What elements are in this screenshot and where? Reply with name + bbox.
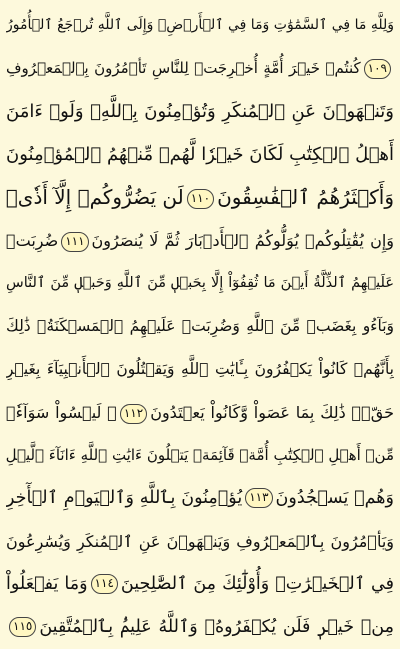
verse-line — [6, 4, 394, 47]
verse-text: وَإِن يُقَٰتِلُوكُمۡ يُوَلُّوكُمُ ٱلۡأَدۡبَارَ ثُمَّ لَا يُنصَرُونَ — [91, 231, 394, 250]
verse-text: مِنۡ خَيۡرٖ فَلَن يُكۡفَرُوهُۗ وَٱللَّهُ عَلِيمُۢ بِٱلۡمُتَّقِينَ — [39, 617, 394, 637]
verse-line — [6, 90, 394, 133]
verse-line — [6, 563, 394, 606]
ayah-number-marker: ١١١ — [61, 232, 88, 252]
verse-text: ضُرِبَتۡ — [6, 231, 59, 250]
verse-text: أَهۡلُ ٱلۡكِتَٰبِ لَكَانَ خَيۡرٗا لَّهُمۚ مِّنۡهُمُ ٱلۡمُؤۡمِنُونَ — [6, 144, 394, 165]
verse-line — [6, 133, 394, 176]
verse-text: وَلِلَّهِ مَا فِي ٱلسَّمَٰوَٰتِ وَمَا فِي ٱلۡأَرۡضِۚ وَإِلَى ٱللَّهِ تُرۡجَعُ ٱلۡأُمُورُ — [6, 17, 394, 33]
verse-text: مِّنۡ أَهۡلِ ٱلۡكِتَٰبِ أُمَّةٞ قَآئِمَةٞ يَتۡلُونَ ءَايَٰتِ ٱللَّهِ ءَانَآءَ ٱلَّيۡلِ — [6, 446, 394, 464]
ayah-number-marker: ١٠٩ — [364, 59, 391, 79]
ayah-number-marker: ١١٤ — [91, 574, 118, 594]
verse-text: وَبَآءُو بِغَضَبٖ مِّنَ ٱللَّهِ وَضُرِبَتۡ عَلَيۡهِمُ ٱلۡمَسۡكَنَةُۚ ذَٰلِكَ — [6, 317, 394, 335]
verse-text: بِأَنَّهُمۡ كَانُواْ يَكۡفُرُونَ بِـَٔايَٰتِ ٱللَّهِ وَيَقۡتُلُونَ ٱلۡأَنۢبِيَآءَ بِغَيۡرِ — [6, 360, 394, 378]
verse-text: وَمَا يَفۡعَلُواْ — [6, 574, 88, 594]
verse-line — [6, 305, 394, 348]
ayah-number-marker: ١١٢ — [120, 404, 147, 424]
verse-text: وَهُمۡ يَسۡجُدُونَ — [275, 488, 394, 508]
ayah-number-marker: ١١٠ — [187, 189, 214, 209]
verse-text: حَقّٖۚ ذَٰلِكَ بِمَا عَصَواْ وَّكَانُواْ يَعۡتَدُونَ — [150, 403, 394, 422]
verse-text: كُنتُمۡ خَيۡرَ أُمَّةٍ أُخۡرِجَتۡ لِلنَّاسِ تَأۡمُرُونَ بِٱلۡمَعۡرُوفِ — [6, 59, 361, 77]
verse-text: فِي ٱلۡخَيۡرَٰتِۖ وَأُوْلَٰٓئِكَ مِنَ ٱلصَّٰلِحِينَ — [120, 574, 394, 594]
verse-text: عَلَيۡهِمُ ٱلذِّلَّةُ أَيۡنَ مَا ثُقِفُوٓاْ إِلَّا بِحَبۡلٖ مِّنَ ٱللَّهِ وَحَبۡلٖ مِّنَ ٱلنَّاسِ — [6, 275, 394, 291]
verse-line — [6, 434, 394, 477]
verse-text: وَتَنۡهَوۡنَ عَنِ ٱلۡمُنكَرِ وَتُؤۡمِنُونَ بِٱللَّهِۗ وَلَوۡ ءَامَنَ — [6, 101, 394, 122]
verse-line — [6, 391, 394, 434]
verse-line — [6, 477, 394, 520]
verse-line — [6, 47, 394, 90]
verse-text: ۞ لَيۡسُواْ سَوَآءٗۗ — [6, 403, 117, 422]
ayah-number-marker: ١١٥ — [9, 617, 36, 637]
verse-line — [6, 606, 394, 649]
verse-text: يُؤۡمِنُونَ بِٱللَّهِ وَٱلۡيَوۡمِ ٱلۡأٓخِرِ — [6, 488, 243, 508]
verse-line — [6, 348, 394, 391]
ayah-number-marker: ١١٣ — [245, 488, 272, 508]
verse-text: وَيَأۡمُرُونَ بِٱلۡمَعۡرُوفِ وَيَنۡهَوۡنَ عَنِ ٱلۡمُنكَرِ وَيُسَٰرِعُونَ — [6, 532, 394, 551]
verse-text: وَأَكۡثَرُهُمُ ٱلۡفَٰسِقُونَ — [217, 185, 394, 209]
verse-line — [6, 219, 394, 262]
verse-line — [6, 520, 394, 563]
verse-line — [6, 176, 394, 219]
verse-line — [6, 262, 394, 305]
verse-text: لَن يَضُرُّوكُمۡ إِلَّآ أَذٗىۖ — [6, 185, 184, 209]
